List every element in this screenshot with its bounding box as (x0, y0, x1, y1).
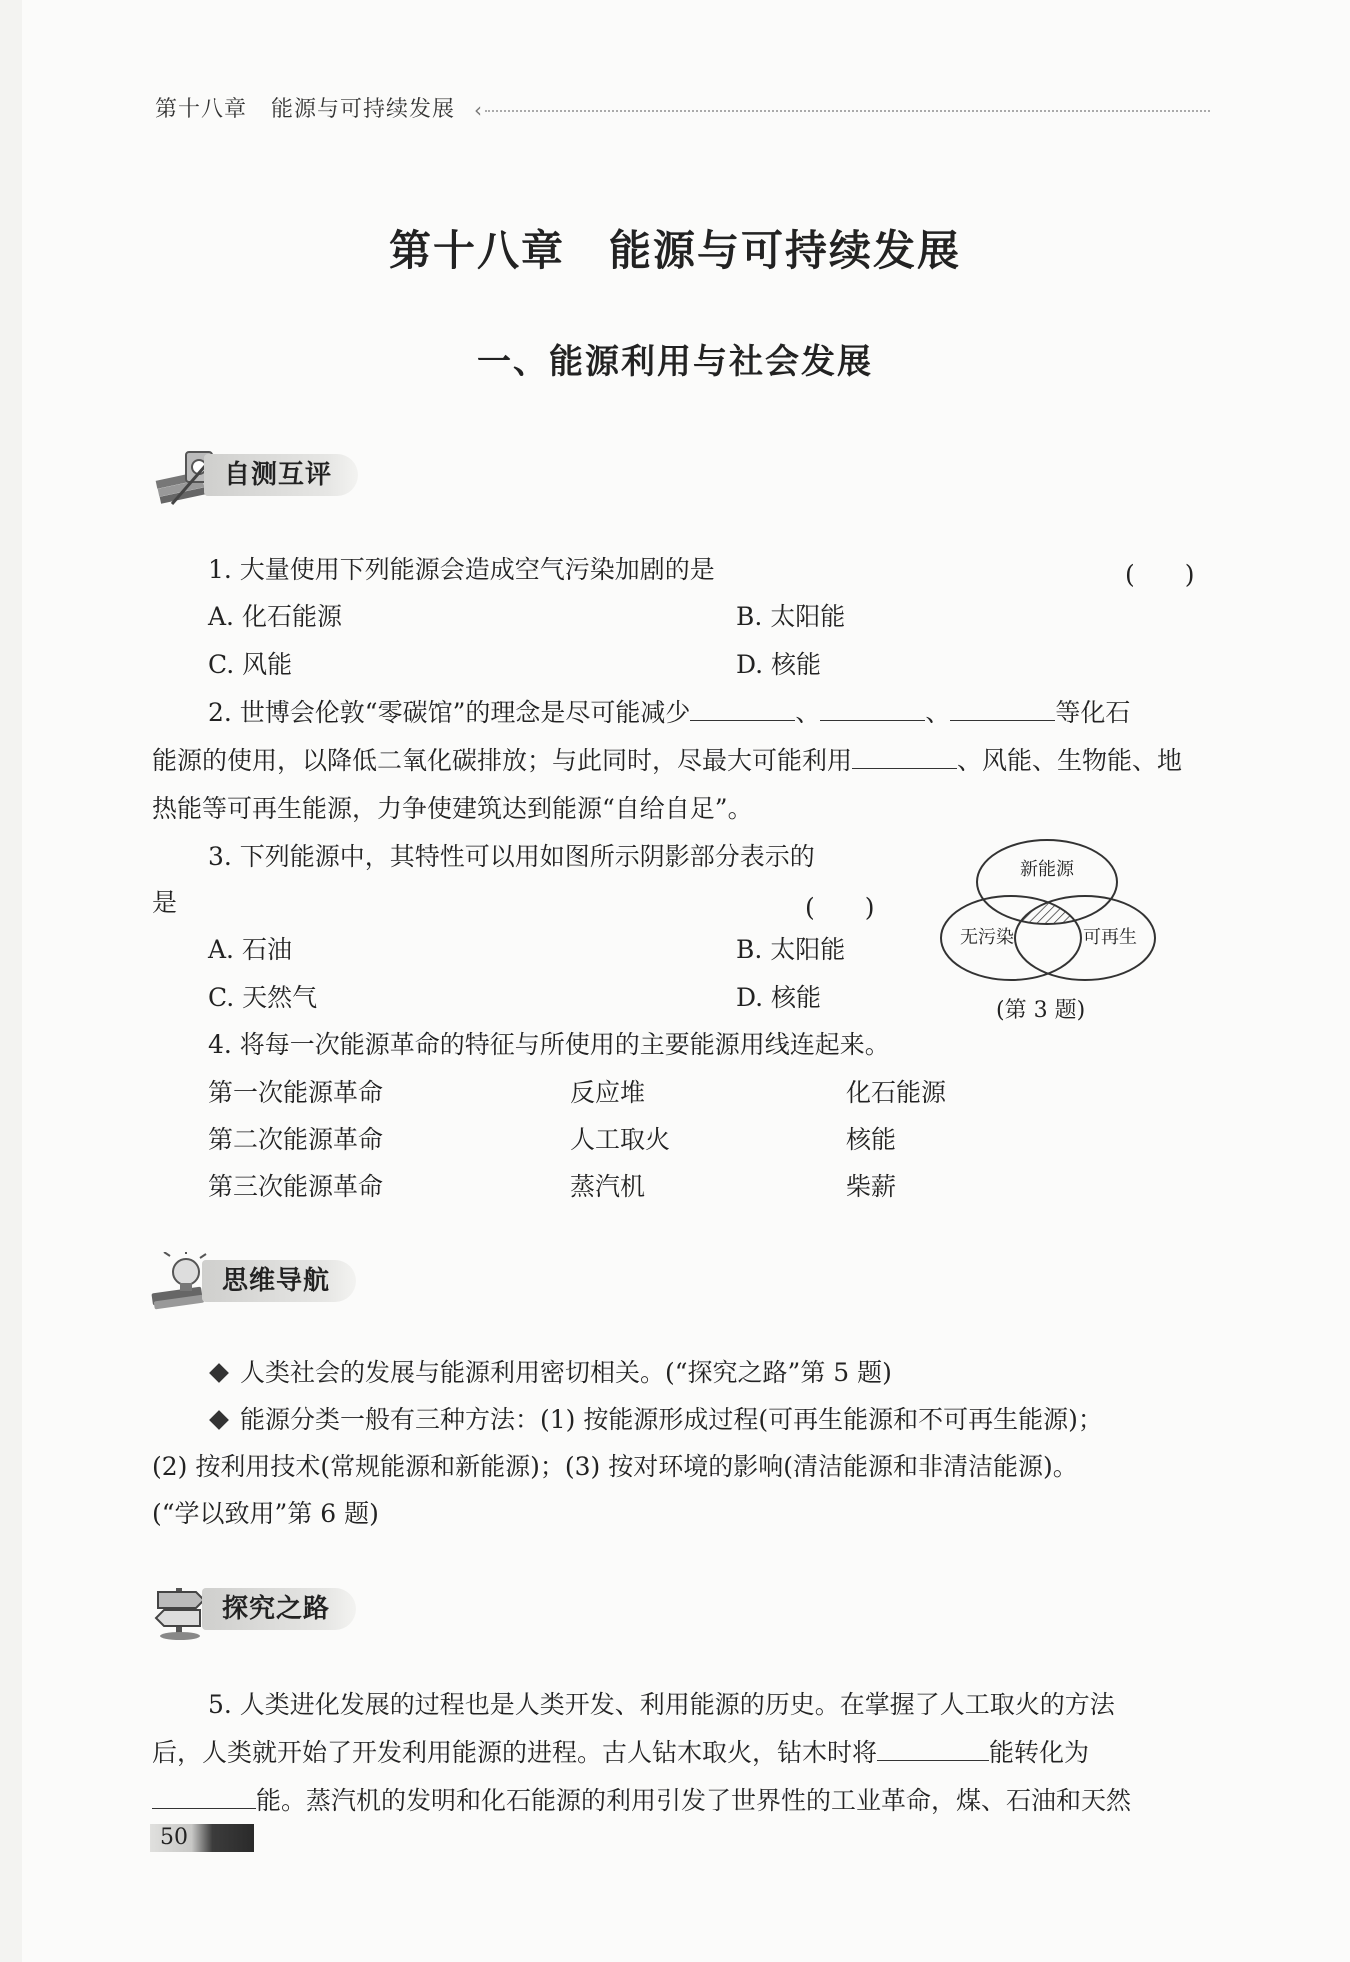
q4-col1-item: 第二次能源革命 (208, 1125, 384, 1154)
q5-text-b: 能转化为 (989, 1738, 1090, 1767)
figure-caption: (第 3 题) (996, 998, 1086, 1023)
q3-option-a: A. 石油 (208, 935, 292, 964)
q1-stem: 1. 大量使用下列能源会造成空气污染加剧的是 (208, 555, 715, 584)
q3-option-c: C. 天然气 (208, 983, 318, 1012)
q2-text-b: 等化石 (1055, 698, 1131, 727)
q4-col3-item[interactable]: 核能 (846, 1125, 897, 1154)
nav-point-1 (208, 1358, 892, 1388)
q2-line-3: 热能等可再生能源，力争使建筑达到能源“自给自足”。 (152, 794, 753, 823)
diamond-bullet-icon (209, 1410, 229, 1430)
q4-col3-item[interactable]: 化石能源 (846, 1078, 947, 1107)
nav-point-2-line-2: (2) 按利用技术(常规能源和新能源)；(3) 按对环境的影响(清洁能源和非清洁能源)。 (152, 1452, 1078, 1481)
venn-label-right: 可再生 (1083, 927, 1137, 948)
q3-option-b: B. 太阳能 (736, 935, 846, 964)
section-badge-explore (150, 1580, 390, 1640)
section-badge-mind-nav (150, 1252, 390, 1312)
q4-col2-item[interactable]: 反应堆 (570, 1078, 646, 1107)
running-header (155, 92, 455, 123)
q4-col1-item: 第三次能源革命 (208, 1172, 384, 1201)
q2-line-1 (208, 698, 1130, 728)
q5-text-c: 能。蒸汽机的发明和化石能源的利用引发了世界性的工业革命，煤、石油和天然 (256, 1786, 1132, 1815)
q5-line-2 (152, 1738, 1089, 1768)
venn-label-left: 无污染 (960, 927, 1014, 948)
q3-answer-paren: ( ) (805, 893, 875, 922)
q2-text-c: 能源的使用，以降低二氧化碳排放；与此同时，尽最大可能利用 (152, 746, 853, 775)
q2-blank-4[interactable] (852, 746, 957, 769)
q2-text-d: 、风能、生物能、地 (957, 746, 1183, 775)
nav-point-2-text: 能源分类一般有三种方法：(1) 按能源形成过程(可再生能源和不可再生能源)； (240, 1405, 1103, 1434)
nav-point-2-line-3: (“学以致用”第 6 题) (152, 1499, 379, 1528)
venn-diagram (935, 838, 1185, 988)
q1-option-b: B. 太阳能 (736, 602, 846, 631)
q2-line-2 (152, 746, 1182, 776)
q5-blank-1[interactable] (877, 1738, 989, 1761)
q3-option-d: D. 核能 (736, 983, 822, 1012)
q1-option-a: A. 化石能源 (208, 602, 342, 631)
q4-stem: 4. 将每一次能源革命的特征与所使用的主要能源用线连起来。 (208, 1030, 890, 1059)
running-header-chapter: 第十八章 (155, 97, 248, 122)
q4-col2-item[interactable]: 蒸汽机 (570, 1172, 646, 1201)
q2-blank-2[interactable] (820, 698, 925, 721)
header-rule (485, 110, 1210, 112)
running-header-topic: 能源与可持续发展 (271, 97, 456, 122)
chapter-title (0, 218, 1350, 278)
diamond-bullet-icon (209, 1363, 229, 1383)
q5-line-1: 5. 人类进化发展的过程也是人类开发、利用能源的历史。在掌握了人工取火的方法 (208, 1690, 1115, 1719)
venn-label-top: 新能源 (1020, 859, 1074, 880)
q1-answer-paren: ( ) (1125, 560, 1195, 589)
nav-point-2 (208, 1405, 1103, 1435)
q3-line-1: 3. 下列能源中，其特性可以用如图所示阴影部分表示的 (208, 842, 815, 871)
q5-text-a: 后，人类就开始了开发利用能源的进程。古人钻木取火，钻木时将 (152, 1738, 878, 1767)
chapter-number: 第十八章 (388, 226, 565, 275)
section-badge-label: 自测互评 (204, 454, 358, 496)
q2-blank-1[interactable] (690, 698, 795, 721)
section-title: 一、能源利用与社会发展 (477, 342, 873, 382)
page-number: 50 (160, 1825, 188, 1850)
q2-sep-1: 、 (795, 698, 821, 727)
q4-col1-item: 第一次能源革命 (208, 1078, 384, 1107)
q4-col2-item[interactable]: 人工取火 (570, 1125, 671, 1154)
page-number-tab (150, 1824, 254, 1852)
q5-blank-2[interactable] (152, 1786, 256, 1809)
section-badge-label: 探究之路 (202, 1588, 356, 1630)
q2-sep-2: 、 (925, 698, 951, 727)
q4-col3-item[interactable]: 柴薪 (846, 1172, 897, 1201)
q2-blank-3[interactable] (950, 698, 1055, 721)
q1-option-d: D. 核能 (736, 650, 822, 679)
section-badge-self-test (152, 446, 392, 506)
q3-line-2: 是 (152, 888, 178, 917)
q1-option-c: C. 风能 (208, 650, 293, 679)
q2-text-a: 2. 世博会伦敦“零碳馆”的理念是尽可能减少 (208, 698, 691, 727)
section-badge-label: 思维导航 (202, 1260, 356, 1302)
chapter-name: 能源与可持续发展 (609, 226, 962, 275)
q5-line-3 (152, 1786, 1131, 1816)
header-arrow-icon: ‹ (474, 98, 482, 122)
nav-point-1-text: 人类社会的发展与能源利用密切相关。(“探究之路”第 5 题) (240, 1358, 892, 1387)
